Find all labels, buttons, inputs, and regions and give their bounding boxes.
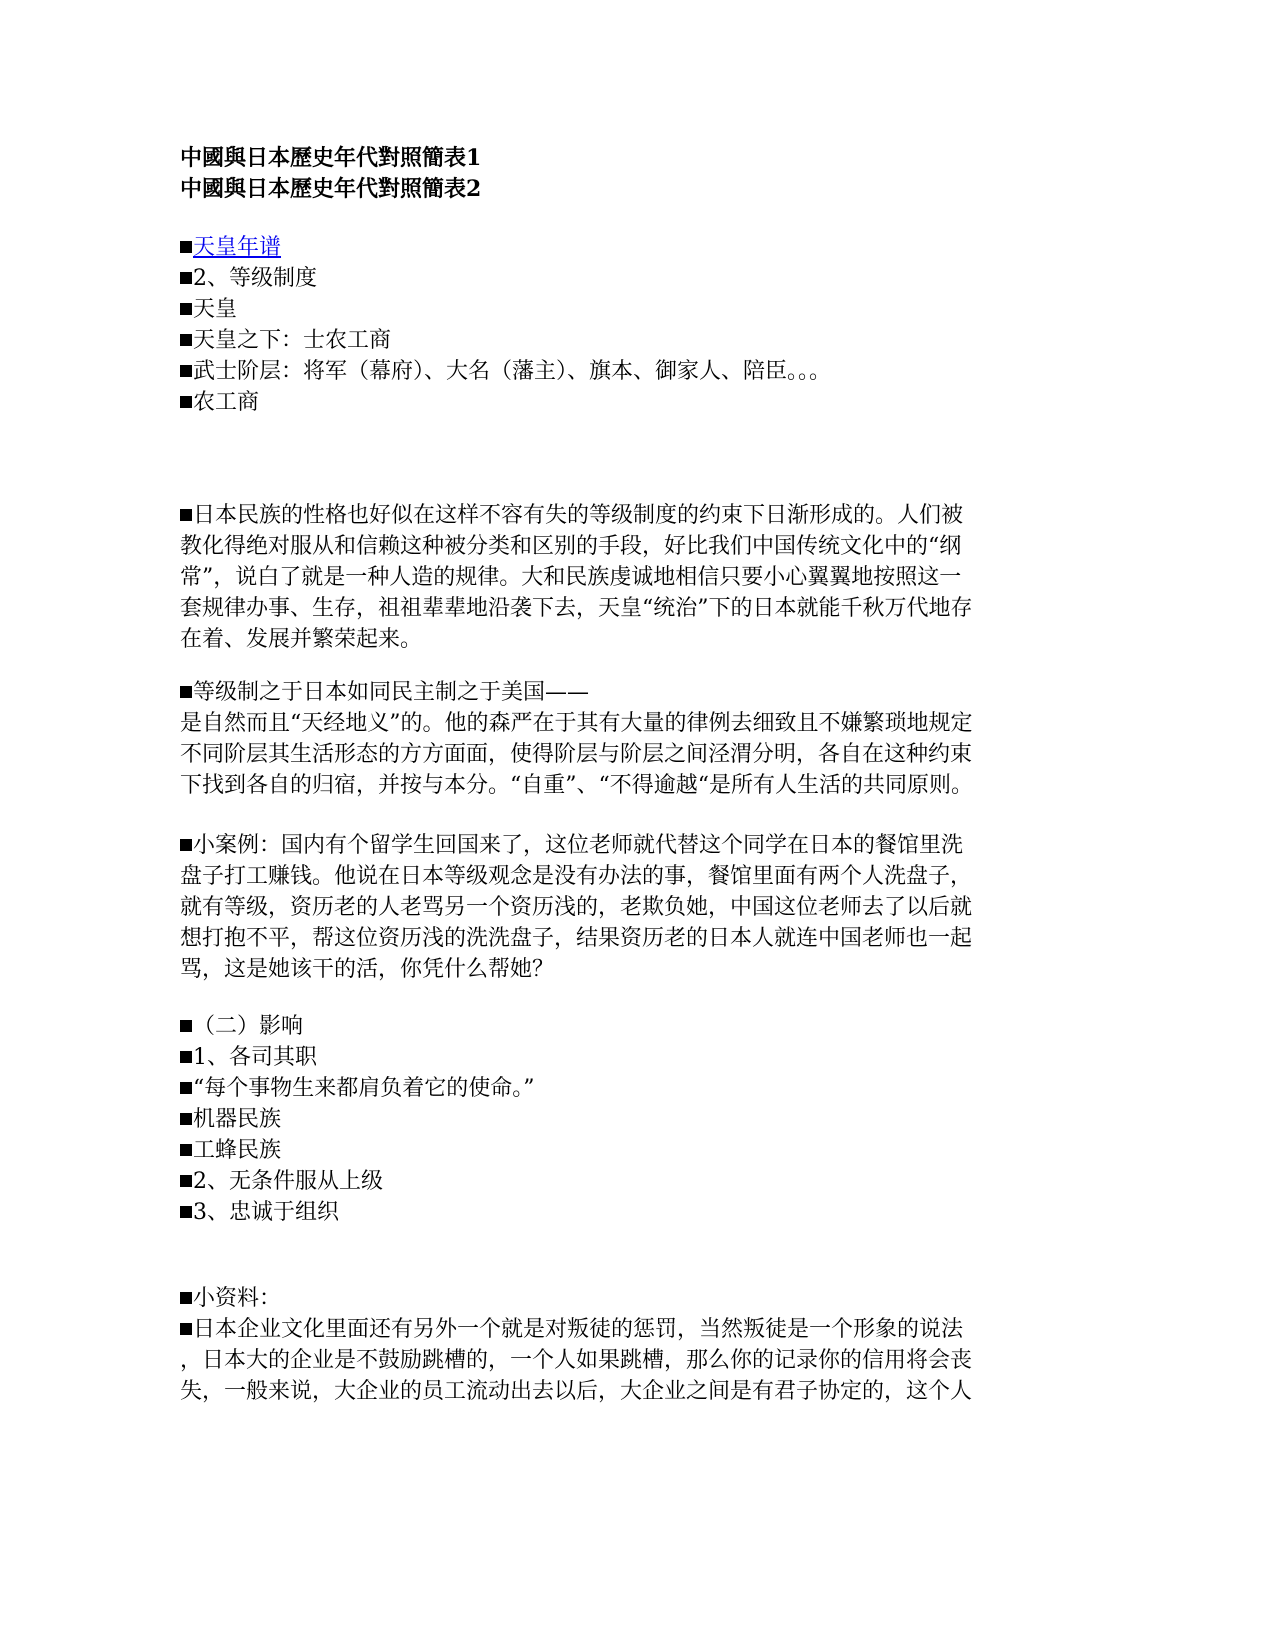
list-item: （二）影响 (180, 1011, 1060, 1042)
list-item (180, 232, 1060, 263)
paragraph-line: 等级制之于日本如同民主制之于美国—— (180, 677, 1060, 708)
bullet-square-icon (180, 365, 192, 377)
list-item: 3、忠诚于组织 (180, 1197, 1060, 1228)
list-influence (180, 1011, 1060, 1228)
bullet-square-icon (180, 1175, 192, 1187)
bullet-square-icon (180, 272, 192, 284)
bullet-square-icon (180, 1113, 192, 1125)
emperor-chronology-link[interactable]: 天皇年谱 (193, 235, 282, 260)
title-block (180, 143, 1060, 205)
paragraph-national-character (180, 500, 1060, 655)
title-line-1: 中國與日本歷史年代對照簡表1 (180, 145, 482, 171)
list-item-text: 2、等级制度 (193, 266, 317, 291)
paragraph-line: 教化得绝对服从和信赖这种被分类和区别的手段，好比我们中国传统文化中的“纲 (180, 534, 962, 559)
paragraph-hierarchy-vs-democracy (180, 677, 1060, 801)
paragraph-line: 盘子打工赚钱。他说在日本等级观念是没有办法的事，餐馆里面有两个人洗盘子， (180, 864, 973, 889)
paragraph-line: 日本民族的性格也好似在这样不容有失的等级制度的约束下日渐形成的。人们被 (180, 500, 1060, 531)
title-line-2: 中國與日本歷史年代對照簡表2 (180, 176, 482, 202)
list-item: “每个事物生来都肩负着它的使命。” (180, 1073, 1060, 1104)
paragraph-line: 想打抱不平，帮这位资历浅的洗洗盘子，结果资历老的日本人就连中国老师也一起 (180, 926, 973, 951)
bullet-square-icon (180, 1051, 192, 1063)
bullet-square-icon (180, 1292, 192, 1304)
paragraph-line: 失，一般来说，大企业的员工流动出去以后，大企业之间是有君子协定的，这个人 (180, 1379, 973, 1404)
paragraph-line: 下找到各自的归宿，并按与本分。“自重”、“不得逾越“是所有人生活的共同原则。 (180, 773, 973, 798)
list-item-text: 武士阶层：将军（幕府）、大名（藩主）、旗本、御家人、陪臣。。。 (193, 359, 832, 384)
list-item-text: 农工商 (193, 390, 260, 415)
paragraph-line: 不同阶层其生活形态的方方面面，使得阶层与阶层之间泾渭分明，各自在这种约束 (180, 742, 973, 767)
paragraph-line: 骂，这是她该干的活，你凭什么帮她？ (180, 957, 555, 982)
bullet-square-icon (180, 1020, 192, 1032)
bullet-square-icon (180, 686, 192, 698)
paragraph-line: 在着、发展并繁荣起来。 (180, 627, 423, 652)
list-item: 工蜂民族 (180, 1135, 1060, 1166)
paragraph-line: 常”，说白了就是一种人造的规律。大和民族虔诚地相信只要小心翼翼地按照这一 (180, 565, 962, 590)
bullet-square-icon (180, 1206, 192, 1218)
paragraph-line: 日本企业文化里面还有另外一个就是对叛徒的惩罚，当然叛徒是一个形象的说法 (180, 1314, 1060, 1345)
bullet-square-icon (180, 396, 192, 408)
paragraph-small-case (180, 830, 1060, 985)
list-item (180, 263, 1060, 294)
list-item-text: 天皇之下：士农工商 (193, 328, 392, 353)
list-item (180, 356, 1060, 387)
paragraph-line: 就有等级，资历老的人老骂另一个资历浅的，老欺负她，中国这位老师去了以后就 (180, 895, 973, 920)
list-item: 1、各司其职 (180, 1042, 1060, 1073)
list-item (180, 325, 1060, 356)
list-item-text: 天皇 (193, 297, 238, 322)
list-item (180, 387, 1060, 418)
bullet-square-icon (180, 509, 192, 521)
bullet-square-icon (180, 1082, 192, 1094)
list-item: 2、无条件服从上级 (180, 1166, 1060, 1197)
paragraph-line: 是自然而且“天经地义”的。他的森严在于其有大量的律例去细致且不嫌繁琐地规定 (180, 711, 973, 736)
list-item: 机器民族 (180, 1104, 1060, 1135)
list-item (180, 294, 1060, 325)
paragraph-line: ，日本大的企业是不鼓励跳槽的，一个人如果跳槽，那么你的记录你的信用将会丧 (180, 1348, 973, 1373)
list-grading-system (180, 232, 1060, 418)
paragraph-line: 套规律办事、生存，祖祖辈辈地沿袭下去，天皇“统治”下的日本就能千秋万代地存 (180, 596, 973, 621)
bullet-square-icon (180, 303, 192, 315)
bullet-square-icon (180, 334, 192, 346)
bullet-square-icon (180, 1144, 192, 1156)
section-heading: 小资料： (180, 1283, 1060, 1314)
bullet-square-icon (180, 1323, 192, 1335)
paragraph-line: 小案例：国内有个留学生回国来了，这位老师就代替这个同学在日本的餐馆里洗 (180, 830, 1060, 861)
bullet-square-icon (180, 241, 192, 253)
bullet-square-icon (180, 839, 192, 851)
paragraph-small-info (180, 1283, 1060, 1407)
